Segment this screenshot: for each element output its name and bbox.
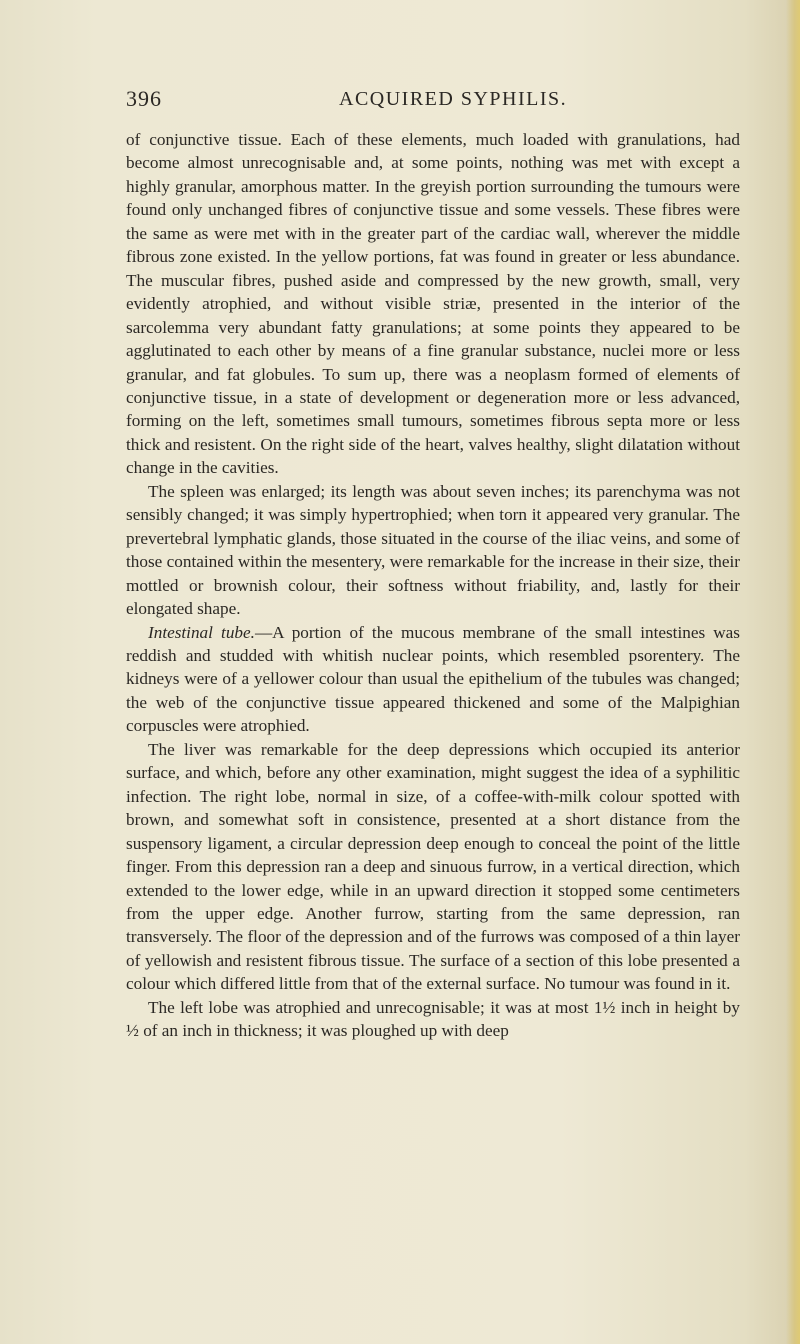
paragraph-text: —A portion of the mucous membrane of the small intestines was reddish and studded with whitish nuclear points, which resembled psorentery. The kidneys were of a yellower colour than usual the epithelium of the tubules was changed; the web of the conjunctive tissue appeared thickened and some of the Malpighian corpuscles were atrophied. [126,622,740,736]
paragraph-intestinal-tube [126,621,740,738]
paragraph-heart-continued [126,128,740,480]
paragraph-text: of conjunctive tissue. Each of these elements, much loaded with granulations, had become almost unrecognisable and, at some points, nothing was met with except a highly granular, amorphous matter. In the greyish portion surrounding the tumours were found only unchanged fibres of conjunctive tissue and some vessels. These fibres were the same as were met with in the greater part of the cardiac wall, wherever the middle fibrous zone existed. In the yellow portions, fat was found in greater or less abundance. The muscular fibres, pushed aside and compressed by the new growth, small, very evidently atrophied, and without visible striæ, presented in the interior of the sarcolemma very abundant fatty granulations; at some points they appeared to be agglutinated to each other by means of a fine granular substance, nuclei more or less granular, and fat globules. To sum up, there was a neoplasm formed of elements of conjunctive tissue, in a state of development or degeneration more or less advanced, forming on the left, sometimes small tumours, sometimes fibrous septa more or less thick and resistent. On the right side of the heart, valves healthy, slight dilatation without change in the cavities. [126,130,740,478]
body-text [126,128,740,1043]
paragraph-liver [126,738,740,996]
paragraph-text: The left lobe was atrophied and unrecognisable; it was at most 1½ inch in height by ½ of an inch in thickness; it was ploughed up with deep [126,997,740,1041]
running-title: ACQUIRED SYPHILIS. [339,88,568,110]
run-in-heading: Intestinal tube. [148,622,255,642]
paragraph-spleen [126,480,740,621]
paragraph-left-lobe [126,996,740,1043]
paragraph-text: The spleen was enlarged; its length was about seven inches; its parenchyma was not sensibly changed; it was simply hypertrophied; when torn it appeared very granular. The prevertebral lymphatic glands, those situated in the course of the iliac veins, and some of those contained within the mesentery, were remarkable for the increase in their size, their mottled or brownish colour, their softness without friability, and, lastly for their elongated shape. [126,481,740,619]
page-number: 396 [126,86,162,111]
page-edge-shadow [786,0,800,1344]
paragraph-text: The liver was remarkable for the deep depressions which occupied its anterior surface, and which, before any other examination, might suggest the idea of a syphilitic infection. The right lobe, normal in size, of a coffee-with-milk colour spotted with brown, and somewhat soft in consistence, presented at a short distance from the suspensory ligament, a circular depression deep enough to conceal the point of the little finger. From this depression ran a deep and sinuous furrow, in a vertical direction, which extended to the lower edge, while in an upward direction it stopped some centimeters from the upper edge. Another furrow, starting from the same depression, ran transversely. The floor of the depression and of the furrows was composed of a thin layer of yellowish and resistent fibrous tissue. The surface of a section of this lobe presented a colour which differed little from that of the external surface. No tumour was found in it. [126,739,740,994]
page-header [0,86,800,116]
